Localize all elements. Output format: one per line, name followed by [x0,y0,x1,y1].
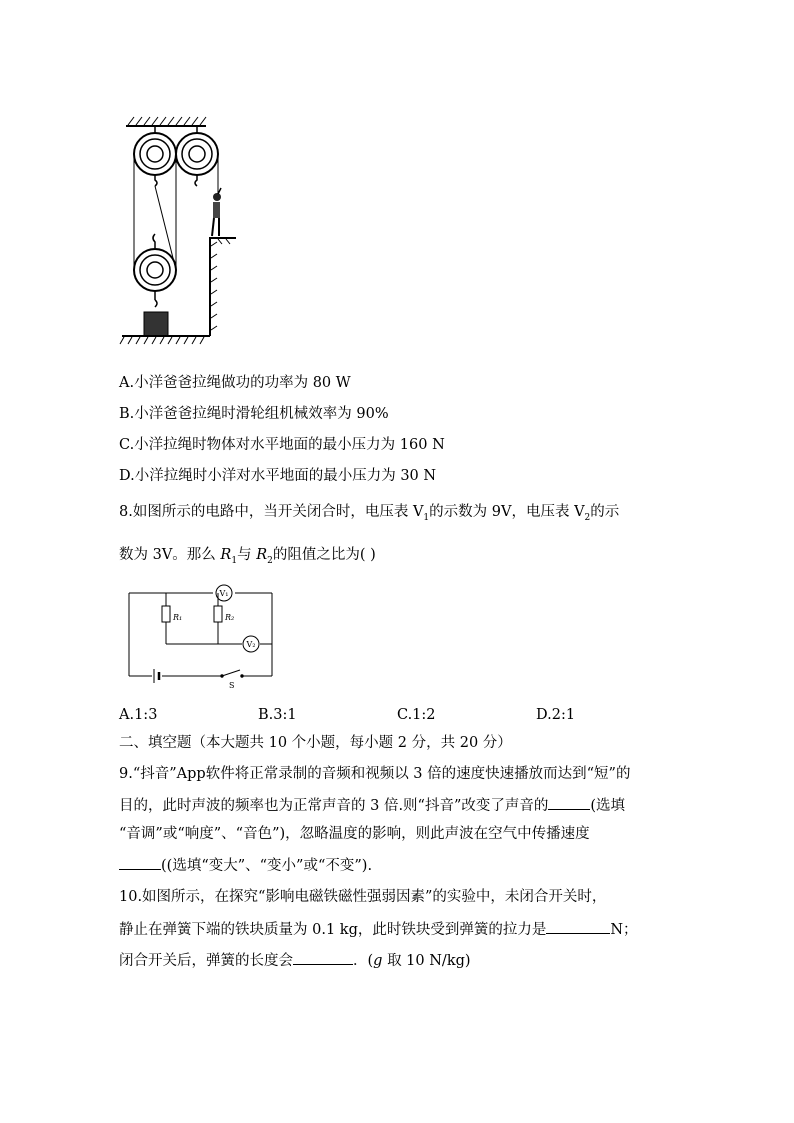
q9-line4: ((选填“变大”、“变小”或“不变”). [119,855,372,875]
resistor-r2-label: R₂ [225,613,235,622]
q8-stem-line2: 数为 3V。那么 $R_1$与 $R_2$的阻值之比为( ) [119,547,376,566]
q10-line1: 10.如图所示，在探究“影响电磁铁磁性强弱因素”的实验中，未闭合开关时， [119,889,607,905]
pulley-system-figure [118,112,240,348]
voltmeter-v2-label: V₂ [246,640,256,649]
switch-label: S [229,681,235,690]
q8-option-c: C.1:2 [397,707,436,723]
q7-option-b: B.小洋爸爸拉绳时滑轮组机械效率为 90% [119,406,389,422]
q7-option-a: A.小洋爸爸拉绳做功的功率为 80 W [119,375,351,391]
q10-line3: 闭合开关后，弹簧的长度会 ．(g 取 10 N/kg) [119,950,471,970]
q10-blank-1[interactable] [546,919,610,934]
q8-stem-line1: 8.如图所示的电路中，当开关闭合时，电压表 $V_1$的示数为 9V，电压表 $V_2$的示 [119,504,620,523]
q8-option-a: A.1:3 [119,707,158,723]
section-2-heading: 二、填空题（本大题共 10 个小题，每小题 2 分，共 20 分） [119,735,512,751]
q9-blank-2[interactable] [119,855,161,870]
q10-blank-2[interactable] [293,950,353,965]
q7-option-c: C.小洋拉绳时物体对水平地面的最小压力为 160 N [119,437,445,453]
q9-line1: 9.“抖音”App软件将正常录制的音频和视频以 3 倍的速度快速播放而达到“短”的 [119,766,631,782]
q8-option-d: D.2:1 [536,707,576,723]
resistor-r1-label: R₁ [173,613,183,622]
q7-option-d: D.小洋拉绳时小洋对水平地面的最小压力为 30 N [119,468,437,484]
q8-option-b: B.3:1 [258,707,297,723]
q9-blank-1[interactable] [548,795,590,810]
circuit-diagram [124,582,276,690]
q10-line2: 静止在弹簧下端的铁块质量为 0.1 kg，此时铁块受到弹簧的拉力是 N； [119,919,638,939]
q9-line3: “音调”或“响度”、“音色”)，忽略温度的影响，则此声波在空气中传播速度 [119,826,590,842]
voltmeter-v1-label: V₁ [219,589,229,598]
q9-line2: 目的，此时声波的频率也为正常声音的 3 倍.则“抖音”改变了声音的 (选填 [119,795,625,815]
